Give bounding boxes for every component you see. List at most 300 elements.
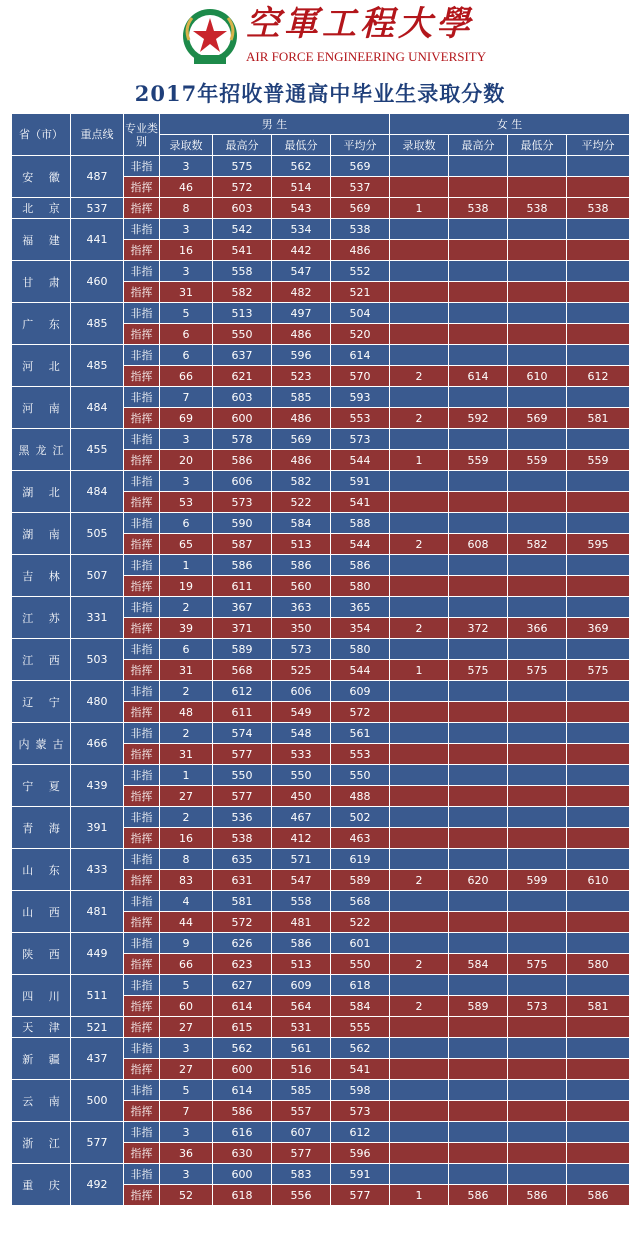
page-header — [0, 0, 640, 106]
key-line-cell: 481 — [71, 891, 124, 933]
key-line-cell: 485 — [71, 303, 124, 345]
male-avg-cell: 555 — [331, 1017, 390, 1038]
key-line-cell: 503 — [71, 639, 124, 681]
female-min-cell — [508, 597, 567, 618]
province-cell: 青 海 — [12, 807, 71, 849]
male-min-cell: 586 — [272, 555, 331, 576]
female-count-cell — [390, 807, 449, 828]
female-min-cell — [508, 849, 567, 870]
male-max-cell: 513 — [213, 303, 272, 324]
male-count-cell: 1 — [160, 555, 213, 576]
male-count-cell: 3 — [160, 1038, 213, 1059]
female-avg-cell — [567, 219, 630, 240]
male-min-cell: 547 — [272, 870, 331, 891]
province-cell: 云 南 — [12, 1080, 71, 1122]
female-count-cell — [390, 1101, 449, 1122]
province-cell: 河 南 — [12, 387, 71, 429]
header-male-avg: 平均分 — [331, 135, 390, 156]
male-min-cell: 583 — [272, 1164, 331, 1185]
key-line-cell: 439 — [71, 765, 124, 807]
female-count-cell — [390, 1164, 449, 1185]
table-row — [12, 471, 630, 492]
table-row — [12, 933, 630, 954]
female-avg-cell: 559 — [567, 450, 630, 471]
key-line-cell: 511 — [71, 975, 124, 1017]
female-min-cell: 599 — [508, 870, 567, 891]
female-avg-cell: 595 — [567, 534, 630, 555]
male-count-cell: 7 — [160, 387, 213, 408]
male-min-cell: 573 — [272, 639, 331, 660]
male-max-cell: 603 — [213, 198, 272, 219]
female-max-cell — [449, 849, 508, 870]
female-count-cell: 1 — [390, 198, 449, 219]
female-count-cell — [390, 765, 449, 786]
female-avg-cell — [567, 849, 630, 870]
female-avg-cell: 538 — [567, 198, 630, 219]
male-max-cell: 581 — [213, 891, 272, 912]
male-count-cell: 31 — [160, 660, 213, 681]
female-count-cell — [390, 1143, 449, 1164]
male-min-cell: 585 — [272, 387, 331, 408]
female-max-cell: 614 — [449, 366, 508, 387]
female-min-cell — [508, 702, 567, 723]
table-row — [12, 639, 630, 660]
female-count-cell — [390, 639, 449, 660]
category-cell: 指挥 — [124, 324, 160, 345]
male-count-cell: 6 — [160, 513, 213, 534]
male-max-cell: 621 — [213, 366, 272, 387]
female-min-cell — [508, 177, 567, 198]
male-max-cell: 611 — [213, 576, 272, 597]
key-line-cell: 391 — [71, 807, 124, 849]
female-min-cell: 575 — [508, 660, 567, 681]
male-avg-cell: 522 — [331, 912, 390, 933]
female-count-cell — [390, 1122, 449, 1143]
female-avg-cell — [567, 891, 630, 912]
male-count-cell: 7 — [160, 1101, 213, 1122]
male-avg-cell: 541 — [331, 492, 390, 513]
male-min-cell: 560 — [272, 576, 331, 597]
province-cell: 天 津 — [12, 1017, 71, 1038]
category-cell: 指挥 — [124, 828, 160, 849]
category-cell: 指挥 — [124, 618, 160, 639]
male-max-cell: 574 — [213, 723, 272, 744]
male-max-cell: 586 — [213, 450, 272, 471]
category-cell: 非指 — [124, 1122, 160, 1143]
male-min-cell: 534 — [272, 219, 331, 240]
female-min-cell — [508, 282, 567, 303]
female-count-cell — [390, 303, 449, 324]
province-cell: 北 京 — [12, 198, 71, 219]
table-body — [12, 156, 630, 1206]
male-max-cell: 614 — [213, 996, 272, 1017]
male-count-cell: 2 — [160, 723, 213, 744]
female-avg-cell — [567, 912, 630, 933]
province-cell: 湖 南 — [12, 513, 71, 555]
key-line-cell: 537 — [71, 198, 124, 219]
male-count-cell: 4 — [160, 891, 213, 912]
key-line-cell: 437 — [71, 1038, 124, 1080]
category-cell: 非指 — [124, 303, 160, 324]
key-line-cell: 449 — [71, 933, 124, 975]
male-avg-cell: 609 — [331, 681, 390, 702]
male-count-cell: 60 — [160, 996, 213, 1017]
male-max-cell: 582 — [213, 282, 272, 303]
female-avg-cell — [567, 345, 630, 366]
male-count-cell: 1 — [160, 765, 213, 786]
female-min-cell — [508, 219, 567, 240]
category-cell: 非指 — [124, 807, 160, 828]
male-avg-cell: 553 — [331, 744, 390, 765]
admission-score-table — [11, 113, 630, 1206]
category-cell: 非指 — [124, 597, 160, 618]
male-min-cell: 564 — [272, 996, 331, 1017]
female-max-cell — [449, 765, 508, 786]
male-min-cell: 533 — [272, 744, 331, 765]
female-avg-cell — [567, 723, 630, 744]
male-max-cell: 637 — [213, 345, 272, 366]
male-count-cell: 36 — [160, 1143, 213, 1164]
female-max-cell — [449, 681, 508, 702]
female-max-cell — [449, 702, 508, 723]
female-min-cell — [508, 639, 567, 660]
female-max-cell — [449, 891, 508, 912]
female-max-cell — [449, 723, 508, 744]
header-male-max: 最高分 — [213, 135, 272, 156]
male-min-cell: 607 — [272, 1122, 331, 1143]
category-cell: 指挥 — [124, 954, 160, 975]
category-cell: 指挥 — [124, 912, 160, 933]
category-cell: 指挥 — [124, 702, 160, 723]
male-count-cell: 31 — [160, 744, 213, 765]
male-count-cell: 2 — [160, 597, 213, 618]
male-max-cell: 562 — [213, 1038, 272, 1059]
male-max-cell: 627 — [213, 975, 272, 996]
province-cell: 江 西 — [12, 639, 71, 681]
male-count-cell: 39 — [160, 618, 213, 639]
male-min-cell: 577 — [272, 1143, 331, 1164]
female-min-cell — [508, 681, 567, 702]
male-min-cell: 569 — [272, 429, 331, 450]
female-min-cell — [508, 345, 567, 366]
female-avg-cell — [567, 492, 630, 513]
male-min-cell: 571 — [272, 849, 331, 870]
male-count-cell: 6 — [160, 324, 213, 345]
table-row — [12, 1038, 630, 1059]
category-cell: 指挥 — [124, 1059, 160, 1080]
female-avg-cell — [567, 597, 630, 618]
province-cell: 辽 宁 — [12, 681, 71, 723]
female-avg-cell — [567, 1038, 630, 1059]
female-min-cell — [508, 1122, 567, 1143]
category-cell: 非指 — [124, 1080, 160, 1101]
female-min-cell — [508, 807, 567, 828]
male-avg-cell: 553 — [331, 408, 390, 429]
table-row — [12, 723, 630, 744]
male-max-cell: 367 — [213, 597, 272, 618]
male-max-cell: 626 — [213, 933, 272, 954]
male-max-cell: 538 — [213, 828, 272, 849]
table-row — [12, 975, 630, 996]
male-min-cell: 548 — [272, 723, 331, 744]
male-max-cell: 558 — [213, 261, 272, 282]
female-max-cell — [449, 177, 508, 198]
female-max-cell — [449, 219, 508, 240]
key-line-cell: 331 — [71, 597, 124, 639]
female-max-cell — [449, 156, 508, 177]
category-cell: 指挥 — [124, 744, 160, 765]
female-max-cell: 372 — [449, 618, 508, 639]
key-line-cell: 487 — [71, 156, 124, 198]
male-avg-cell: 550 — [331, 954, 390, 975]
female-count-cell — [390, 828, 449, 849]
male-avg-cell: 502 — [331, 807, 390, 828]
female-max-cell — [449, 282, 508, 303]
female-count-cell — [390, 177, 449, 198]
male-min-cell: 486 — [272, 450, 331, 471]
female-avg-cell — [567, 513, 630, 534]
female-avg-cell — [567, 1122, 630, 1143]
category-cell: 指挥 — [124, 450, 160, 471]
female-avg-cell — [567, 324, 630, 345]
male-max-cell: 550 — [213, 765, 272, 786]
male-count-cell: 66 — [160, 366, 213, 387]
category-cell: 指挥 — [124, 870, 160, 891]
female-max-cell — [449, 1017, 508, 1038]
male-max-cell: 568 — [213, 660, 272, 681]
female-avg-cell: 610 — [567, 870, 630, 891]
female-min-cell — [508, 891, 567, 912]
female-min-cell — [508, 1017, 567, 1038]
male-min-cell: 482 — [272, 282, 331, 303]
female-max-cell — [449, 240, 508, 261]
category-cell: 指挥 — [124, 660, 160, 681]
female-count-cell — [390, 723, 449, 744]
female-min-cell — [508, 576, 567, 597]
male-count-cell: 5 — [160, 1080, 213, 1101]
female-min-cell: 573 — [508, 996, 567, 1017]
female-count-cell — [390, 975, 449, 996]
female-avg-cell — [567, 261, 630, 282]
female-max-cell — [449, 387, 508, 408]
male-max-cell: 572 — [213, 177, 272, 198]
female-max-cell: 575 — [449, 660, 508, 681]
key-line-cell: 433 — [71, 849, 124, 891]
female-avg-cell: 612 — [567, 366, 630, 387]
key-line-cell: 577 — [71, 1122, 124, 1164]
key-line-cell: 521 — [71, 1017, 124, 1038]
key-line-cell: 485 — [71, 345, 124, 387]
female-count-cell — [390, 324, 449, 345]
table-row — [12, 219, 630, 240]
male-min-cell: 584 — [272, 513, 331, 534]
male-count-cell: 20 — [160, 450, 213, 471]
category-cell: 指挥 — [124, 1185, 160, 1206]
female-avg-cell — [567, 471, 630, 492]
category-cell: 非指 — [124, 471, 160, 492]
male-count-cell: 3 — [160, 219, 213, 240]
male-count-cell: 16 — [160, 828, 213, 849]
male-avg-cell: 562 — [331, 1038, 390, 1059]
province-cell: 浙 江 — [12, 1122, 71, 1164]
female-count-cell — [390, 744, 449, 765]
male-count-cell: 83 — [160, 870, 213, 891]
male-avg-cell: 584 — [331, 996, 390, 1017]
female-count-cell — [390, 912, 449, 933]
male-count-cell: 66 — [160, 954, 213, 975]
female-avg-cell — [567, 429, 630, 450]
male-min-cell: 596 — [272, 345, 331, 366]
male-avg-cell: 591 — [331, 471, 390, 492]
female-count-cell — [390, 513, 449, 534]
female-min-cell — [508, 765, 567, 786]
category-cell: 非指 — [124, 1038, 160, 1059]
male-count-cell: 52 — [160, 1185, 213, 1206]
female-max-cell — [449, 597, 508, 618]
female-max-cell: 608 — [449, 534, 508, 555]
female-max-cell — [449, 1101, 508, 1122]
male-max-cell: 550 — [213, 324, 272, 345]
male-avg-cell: 573 — [331, 1101, 390, 1122]
male-avg-cell: 552 — [331, 261, 390, 282]
male-count-cell: 31 — [160, 282, 213, 303]
male-avg-cell: 601 — [331, 933, 390, 954]
female-avg-cell — [567, 1101, 630, 1122]
male-max-cell: 630 — [213, 1143, 272, 1164]
category-cell: 非指 — [124, 219, 160, 240]
female-count-cell: 1 — [390, 450, 449, 471]
female-min-cell — [508, 786, 567, 807]
category-cell: 非指 — [124, 1164, 160, 1185]
female-min-cell — [508, 744, 567, 765]
female-count-cell — [390, 933, 449, 954]
male-count-cell: 46 — [160, 177, 213, 198]
male-avg-cell: 544 — [331, 450, 390, 471]
female-avg-cell: 586 — [567, 1185, 630, 1206]
header-male-count: 录取数 — [160, 135, 213, 156]
male-avg-cell: 538 — [331, 219, 390, 240]
female-min-cell — [508, 261, 567, 282]
male-min-cell: 556 — [272, 1185, 331, 1206]
header-male: 男 生 — [160, 114, 390, 135]
female-avg-cell: 581 — [567, 996, 630, 1017]
female-max-cell: 589 — [449, 996, 508, 1017]
female-min-cell — [508, 471, 567, 492]
male-min-cell: 514 — [272, 177, 331, 198]
male-avg-cell: 521 — [331, 282, 390, 303]
female-min-cell — [508, 912, 567, 933]
category-cell: 非指 — [124, 681, 160, 702]
male-min-cell: 363 — [272, 597, 331, 618]
male-avg-cell: 618 — [331, 975, 390, 996]
female-max-cell — [449, 807, 508, 828]
table-row — [12, 303, 630, 324]
female-count-cell — [390, 387, 449, 408]
province-cell: 湖 北 — [12, 471, 71, 513]
female-max-cell: 559 — [449, 450, 508, 471]
category-cell: 非指 — [124, 891, 160, 912]
male-max-cell: 573 — [213, 492, 272, 513]
female-max-cell: 586 — [449, 1185, 508, 1206]
male-min-cell: 523 — [272, 366, 331, 387]
female-avg-cell — [567, 177, 630, 198]
header-province: 省（市） — [12, 114, 71, 156]
female-max-cell — [449, 912, 508, 933]
male-max-cell: 635 — [213, 849, 272, 870]
male-avg-cell: 354 — [331, 618, 390, 639]
male-count-cell: 69 — [160, 408, 213, 429]
table-row — [12, 198, 630, 219]
header-female-count: 录取数 — [390, 135, 449, 156]
female-min-cell — [508, 513, 567, 534]
category-cell: 指挥 — [124, 282, 160, 303]
province-cell: 山 西 — [12, 891, 71, 933]
male-avg-cell: 541 — [331, 1059, 390, 1080]
header-category: 专业类别 — [124, 114, 160, 156]
male-max-cell: 631 — [213, 870, 272, 891]
category-cell: 指挥 — [124, 534, 160, 555]
female-max-cell — [449, 744, 508, 765]
male-max-cell: 577 — [213, 786, 272, 807]
category-cell: 指挥 — [124, 1017, 160, 1038]
female-max-cell — [449, 639, 508, 660]
female-avg-cell — [567, 744, 630, 765]
category-cell: 非指 — [124, 723, 160, 744]
key-line-cell: 500 — [71, 1080, 124, 1122]
male-avg-cell: 614 — [331, 345, 390, 366]
female-count-cell — [390, 849, 449, 870]
key-line-cell: 505 — [71, 513, 124, 555]
category-cell: 指挥 — [124, 1101, 160, 1122]
female-min-cell: 610 — [508, 366, 567, 387]
male-max-cell: 577 — [213, 744, 272, 765]
table-row — [12, 429, 630, 450]
female-min-cell — [508, 1101, 567, 1122]
male-max-cell: 575 — [213, 156, 272, 177]
female-max-cell — [449, 828, 508, 849]
male-avg-cell: 569 — [331, 198, 390, 219]
female-count-cell: 1 — [390, 660, 449, 681]
female-count-cell: 2 — [390, 366, 449, 387]
male-max-cell: 371 — [213, 618, 272, 639]
male-count-cell: 27 — [160, 1017, 213, 1038]
male-avg-cell: 619 — [331, 849, 390, 870]
male-count-cell: 2 — [160, 681, 213, 702]
female-count-cell — [390, 1059, 449, 1080]
province-cell: 河 北 — [12, 345, 71, 387]
male-avg-cell: 504 — [331, 303, 390, 324]
male-avg-cell: 561 — [331, 723, 390, 744]
category-cell: 非指 — [124, 261, 160, 282]
male-avg-cell: 591 — [331, 1164, 390, 1185]
male-min-cell: 558 — [272, 891, 331, 912]
male-min-cell: 582 — [272, 471, 331, 492]
female-avg-cell — [567, 807, 630, 828]
category-cell: 非指 — [124, 933, 160, 954]
key-line-cell: 484 — [71, 471, 124, 513]
category-cell: 非指 — [124, 387, 160, 408]
table-row — [12, 891, 630, 912]
female-max-cell — [449, 1164, 508, 1185]
female-count-cell — [390, 597, 449, 618]
female-count-cell: 2 — [390, 954, 449, 975]
female-max-cell — [449, 324, 508, 345]
female-min-cell — [508, 1059, 567, 1080]
province-cell: 安 徽 — [12, 156, 71, 198]
male-avg-cell: 580 — [331, 576, 390, 597]
male-min-cell: 543 — [272, 198, 331, 219]
male-count-cell: 3 — [160, 1164, 213, 1185]
